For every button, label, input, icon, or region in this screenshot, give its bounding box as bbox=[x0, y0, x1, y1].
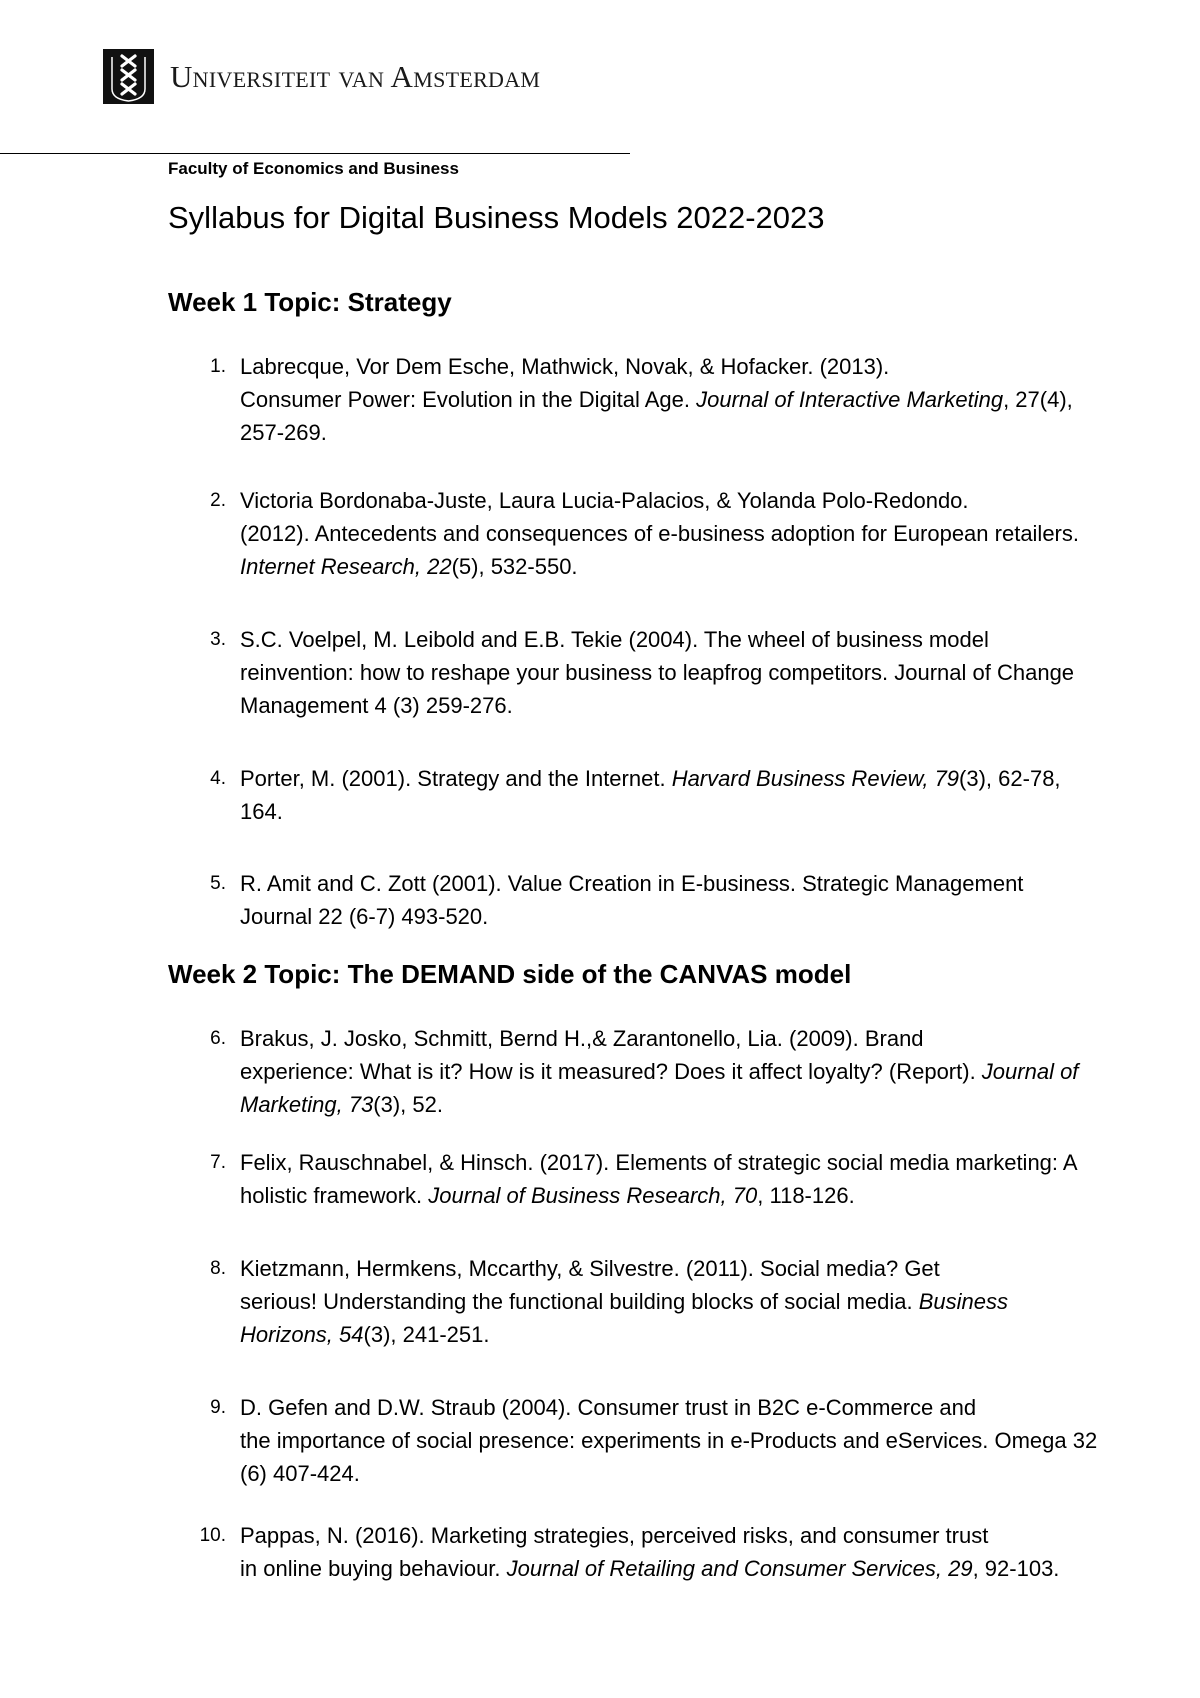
reference-journal: Journal of Retailing and Consumer Services, 29 bbox=[506, 1556, 973, 1581]
reference-item bbox=[168, 623, 1098, 722]
reference-journal: Business Horizons, 54 bbox=[240, 1289, 1009, 1347]
reference-details: (3), 52. bbox=[373, 1092, 443, 1117]
reference-number: 5. bbox=[210, 873, 226, 894]
reference-item bbox=[168, 1252, 1098, 1351]
reference-text: Consumer Power: Evolution in the Digital Age. bbox=[240, 387, 697, 412]
faculty-name: Faculty of Economics and Business bbox=[168, 159, 459, 178]
reference-journal: Journal of Interactive Marketing bbox=[696, 387, 1004, 412]
reference-text: the importance of social presence: experiments in e-Products and eServices. Omega 32 (6) 407-424. bbox=[240, 1428, 1098, 1486]
reference-item bbox=[168, 350, 1098, 449]
university-logo bbox=[103, 49, 540, 104]
reference-number: 1. bbox=[210, 356, 226, 377]
reference-details: , 92-103. bbox=[972, 1556, 1060, 1581]
reference-details: , 27(4), 257-269. bbox=[240, 387, 1073, 445]
reference-journal: Journal of Marketing, 73 bbox=[240, 1059, 1079, 1117]
reference-details: , 118-126. bbox=[757, 1183, 855, 1208]
reference-text: D. Gefen and D.W. Straub (2004). Consumer trust in B2C e-Commerce and bbox=[240, 1395, 977, 1420]
reference-text: serious! Understanding the functional building blocks of social media. bbox=[240, 1289, 919, 1314]
reference-text: Kietzmann, Hermkens, Mccarthy, & Silvestre. (2011). Social media? Get bbox=[240, 1256, 940, 1281]
reference-item bbox=[168, 484, 1098, 583]
reference-journal: Journal of Business Research, 70 bbox=[428, 1183, 758, 1208]
week-heading: Week 2 Topic: The DEMAND side of the CANVAS model bbox=[168, 959, 852, 989]
reference-number: 9. bbox=[210, 1397, 226, 1418]
uva-crest-icon bbox=[103, 49, 154, 104]
week-heading: Week 1 Topic: Strategy bbox=[168, 287, 452, 317]
reference-journal: Harvard Business Review, 79 bbox=[671, 766, 960, 791]
reference-number: 10. bbox=[199, 1525, 226, 1546]
reference-details: (3), 241-251. bbox=[363, 1322, 490, 1347]
reference-text: (2012). Antecedents and consequences of e-business adoption for European retailers. bbox=[240, 521, 1079, 546]
reference-number: 4. bbox=[210, 768, 226, 789]
reference-number: 7. bbox=[210, 1152, 226, 1173]
university-name: Universiteit van Amsterdam bbox=[170, 59, 541, 94]
reference-text: in online buying behaviour. bbox=[240, 1556, 507, 1581]
reference-item bbox=[168, 762, 1098, 828]
reference-text: reinvention: how to reshape your business to leapfrog competitors. Journal of Change Management 4 (3) 259-276. bbox=[240, 660, 1075, 718]
reference-text: Labrecque, Vor Dem Esche, Mathwick, Novak, & Hofacker. (2013). bbox=[240, 354, 890, 379]
reference-item bbox=[168, 1519, 1098, 1618]
reference-journal: Internet Research, 22 bbox=[240, 554, 452, 579]
reference-details: (3), 62-78, 164. bbox=[240, 766, 1061, 824]
reference-text: Victoria Bordonaba-Juste, Laura Lucia-Palacios, & Yolanda Polo-Redondo. bbox=[240, 488, 969, 513]
reference-item bbox=[168, 867, 1098, 933]
reference-details: (5), 532-550. bbox=[451, 554, 578, 579]
reference-text: R. Amit and C. Zott (2001). Value Creation in E-business. Strategic Management Journal 22 (6-7) 493-520. bbox=[240, 871, 1024, 929]
reference-text: S.C. Voelpel, M. Leibold and E.B. Tekie (2004). The wheel of business model bbox=[240, 627, 989, 652]
reference-item bbox=[168, 1022, 1098, 1121]
reference-number: 3. bbox=[210, 629, 226, 650]
reference-text: Brakus, J. Josko, Schmitt, Bernd H.,& Zarantonello, Lia. (2009). Brand bbox=[240, 1026, 924, 1051]
reference-text: Pappas, N. (2016). Marketing strategies, perceived risks, and consumer trust bbox=[240, 1523, 989, 1548]
reference-number: 8. bbox=[210, 1258, 226, 1279]
reference-item bbox=[168, 1391, 1098, 1490]
reference-text: Felix, Rauschnabel, & Hinsch. (2017). Elements of strategic social media marketing: A holistic framework. bbox=[240, 1150, 1077, 1208]
reference-item bbox=[168, 1146, 1098, 1212]
reference-number: 6. bbox=[210, 1028, 226, 1049]
reference-number: 2. bbox=[210, 490, 226, 511]
page-title: Syllabus for Digital Business Models 2022-2023 bbox=[168, 200, 825, 235]
header-divider bbox=[0, 153, 630, 154]
reference-text: Porter, M. (2001). Strategy and the Internet. bbox=[240, 766, 672, 791]
reference-text: experience: What is it? How is it measured? Does it affect loyalty? (Report). bbox=[240, 1059, 982, 1084]
